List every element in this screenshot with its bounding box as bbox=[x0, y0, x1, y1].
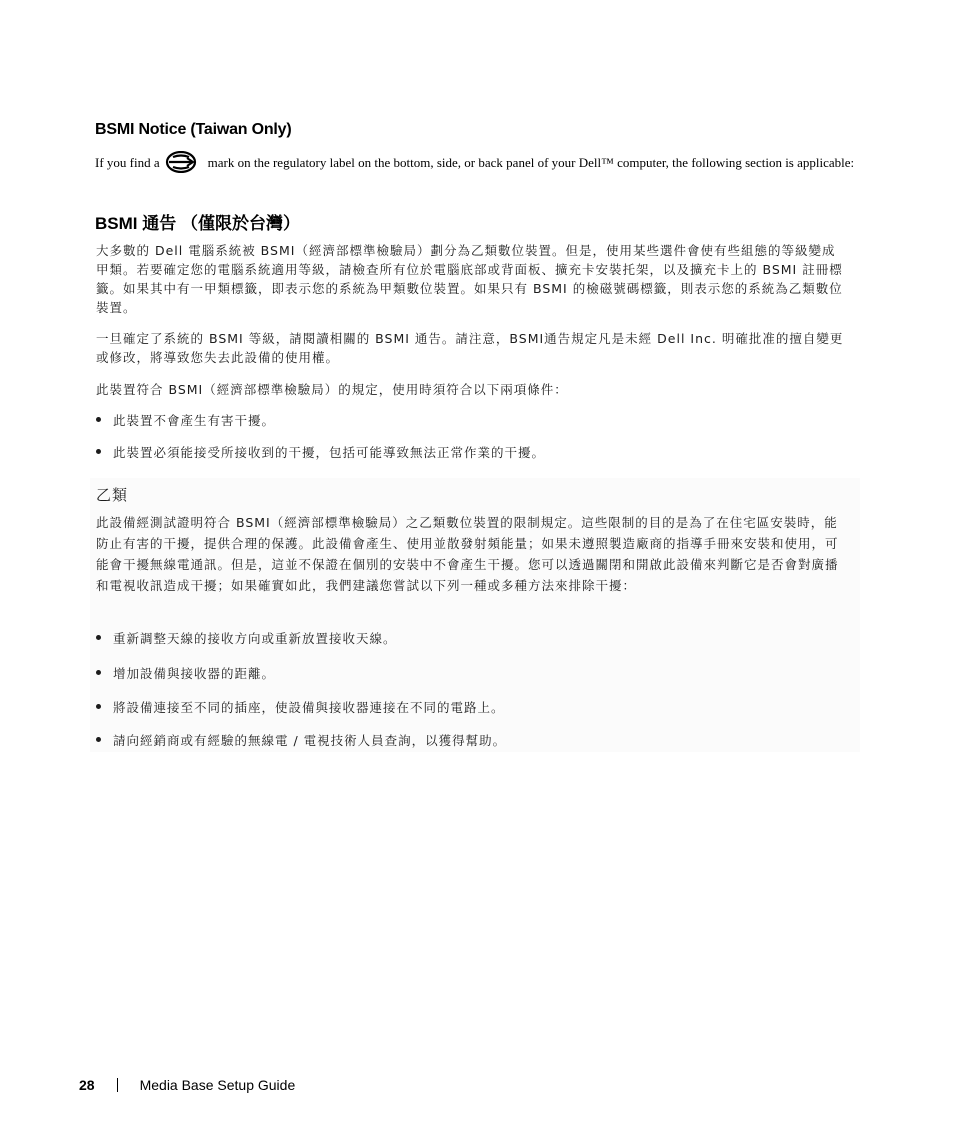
list-item-text: 此裝置必須能接受所接收到的干擾，包括可能導致無法正常作業的干擾。 bbox=[113, 445, 546, 460]
list-item bbox=[96, 411, 275, 429]
list-item-text: 請向經銷商或有經驗的無線電 / 電視技術人員查詢，以獲得幫助。 bbox=[113, 733, 507, 748]
bullet-icon bbox=[96, 417, 101, 422]
list-item bbox=[96, 443, 545, 461]
bullet-icon bbox=[96, 704, 101, 709]
page-number: 28 bbox=[79, 1077, 95, 1093]
class-b-paragraph: 此設備經測試證明符合 BSMI（經濟部標準檢驗局）之乙類數位裝置的限制規定。這些限制的目的是為了在住宅區安裝時，能防止有害的干擾，提供合理的保護。此設備會產生、使用並散發射頻能量；如果未遵照製造廠商的指導手冊來安裝和使用，可能會干擾無線電通訊。但是，這並不保證在個別的安裝中不會產生干擾。您可以透過關閉和開啟此設備來判斷它是否會對廣播和電視收訊造成干擾；如果確實如此，我們建議您嘗試以下列一種或多種方法來排除干擾： bbox=[96, 515, 839, 593]
bullet-icon bbox=[96, 635, 101, 640]
footer-separator bbox=[117, 1078, 118, 1092]
list-item-text: 將設備連接至不同的插座，使設備與接收器連接在不同的電路上。 bbox=[113, 700, 505, 715]
bsmi-classification-paragraph: 大多數的 Dell 電腦系統被 BSMI（經濟部標準檢驗局）劃分為乙類數位裝置。但是，使用某些選件會使有些組態的等級變成甲類。若要確定您的電腦系統適用等級，請檢查所有位於電腦底部或背面板、擴充卡安裝托架，以及擴充卡上的 BSMI 註冊標籤。如果其中有一甲類標籤，即表示您的系統為甲類數位裝置。如果只有 BSMI 的檢磁號碼標籤，則表示您的系統為乙類數位裝置。 bbox=[96, 243, 843, 315]
list-item bbox=[96, 629, 397, 647]
list-item bbox=[96, 731, 506, 749]
page-footer bbox=[79, 1077, 295, 1093]
bsmi-conditions-paragraph: 此裝置符合 BSMI（經濟部標準檢驗局）的規定，使用時須符合以下兩項條件： bbox=[96, 382, 568, 397]
bsmi-notice-heading: BSMI Notice (Taiwan Only) bbox=[95, 121, 292, 138]
class-b-label: 乙類 bbox=[96, 486, 129, 504]
bsmi-mark-icon bbox=[164, 151, 198, 173]
bsmi-notice-paragraph: 一旦確定了系統的 BSMI 等級，請閱讀相關的 BSMI 通告。請注意，BSMI通告規定凡是未經 Dell Inc. 明確批准的擅自變更或修改，將導致您失去此設備的使用權。 bbox=[96, 331, 844, 365]
intro-text-before: If you find a bbox=[95, 155, 160, 170]
list-item-text: 重新調整天線的接收方向或重新放置接收天線。 bbox=[113, 631, 397, 646]
scanned-notice-class-b bbox=[90, 478, 860, 752]
bsmi-taiwan-heading: BSMI 通告 （僅限於台灣） bbox=[95, 214, 300, 233]
list-item bbox=[96, 664, 275, 682]
list-item bbox=[96, 698, 505, 716]
bullet-icon bbox=[96, 737, 101, 742]
intro-text-after: mark on the regulatory label on the bottom, side, or back panel of your Dell™ computer, the following section is applicable: bbox=[207, 155, 855, 170]
list-item-text: 此裝置不會產生有害干擾。 bbox=[113, 413, 276, 428]
bullet-icon bbox=[96, 670, 101, 675]
guide-title: Media Base Setup Guide bbox=[139, 1077, 296, 1093]
bsmi-intro-paragraph bbox=[95, 151, 865, 173]
list-item-text: 增加設備與接收器的距離。 bbox=[113, 666, 276, 681]
bullet-icon bbox=[96, 449, 101, 454]
